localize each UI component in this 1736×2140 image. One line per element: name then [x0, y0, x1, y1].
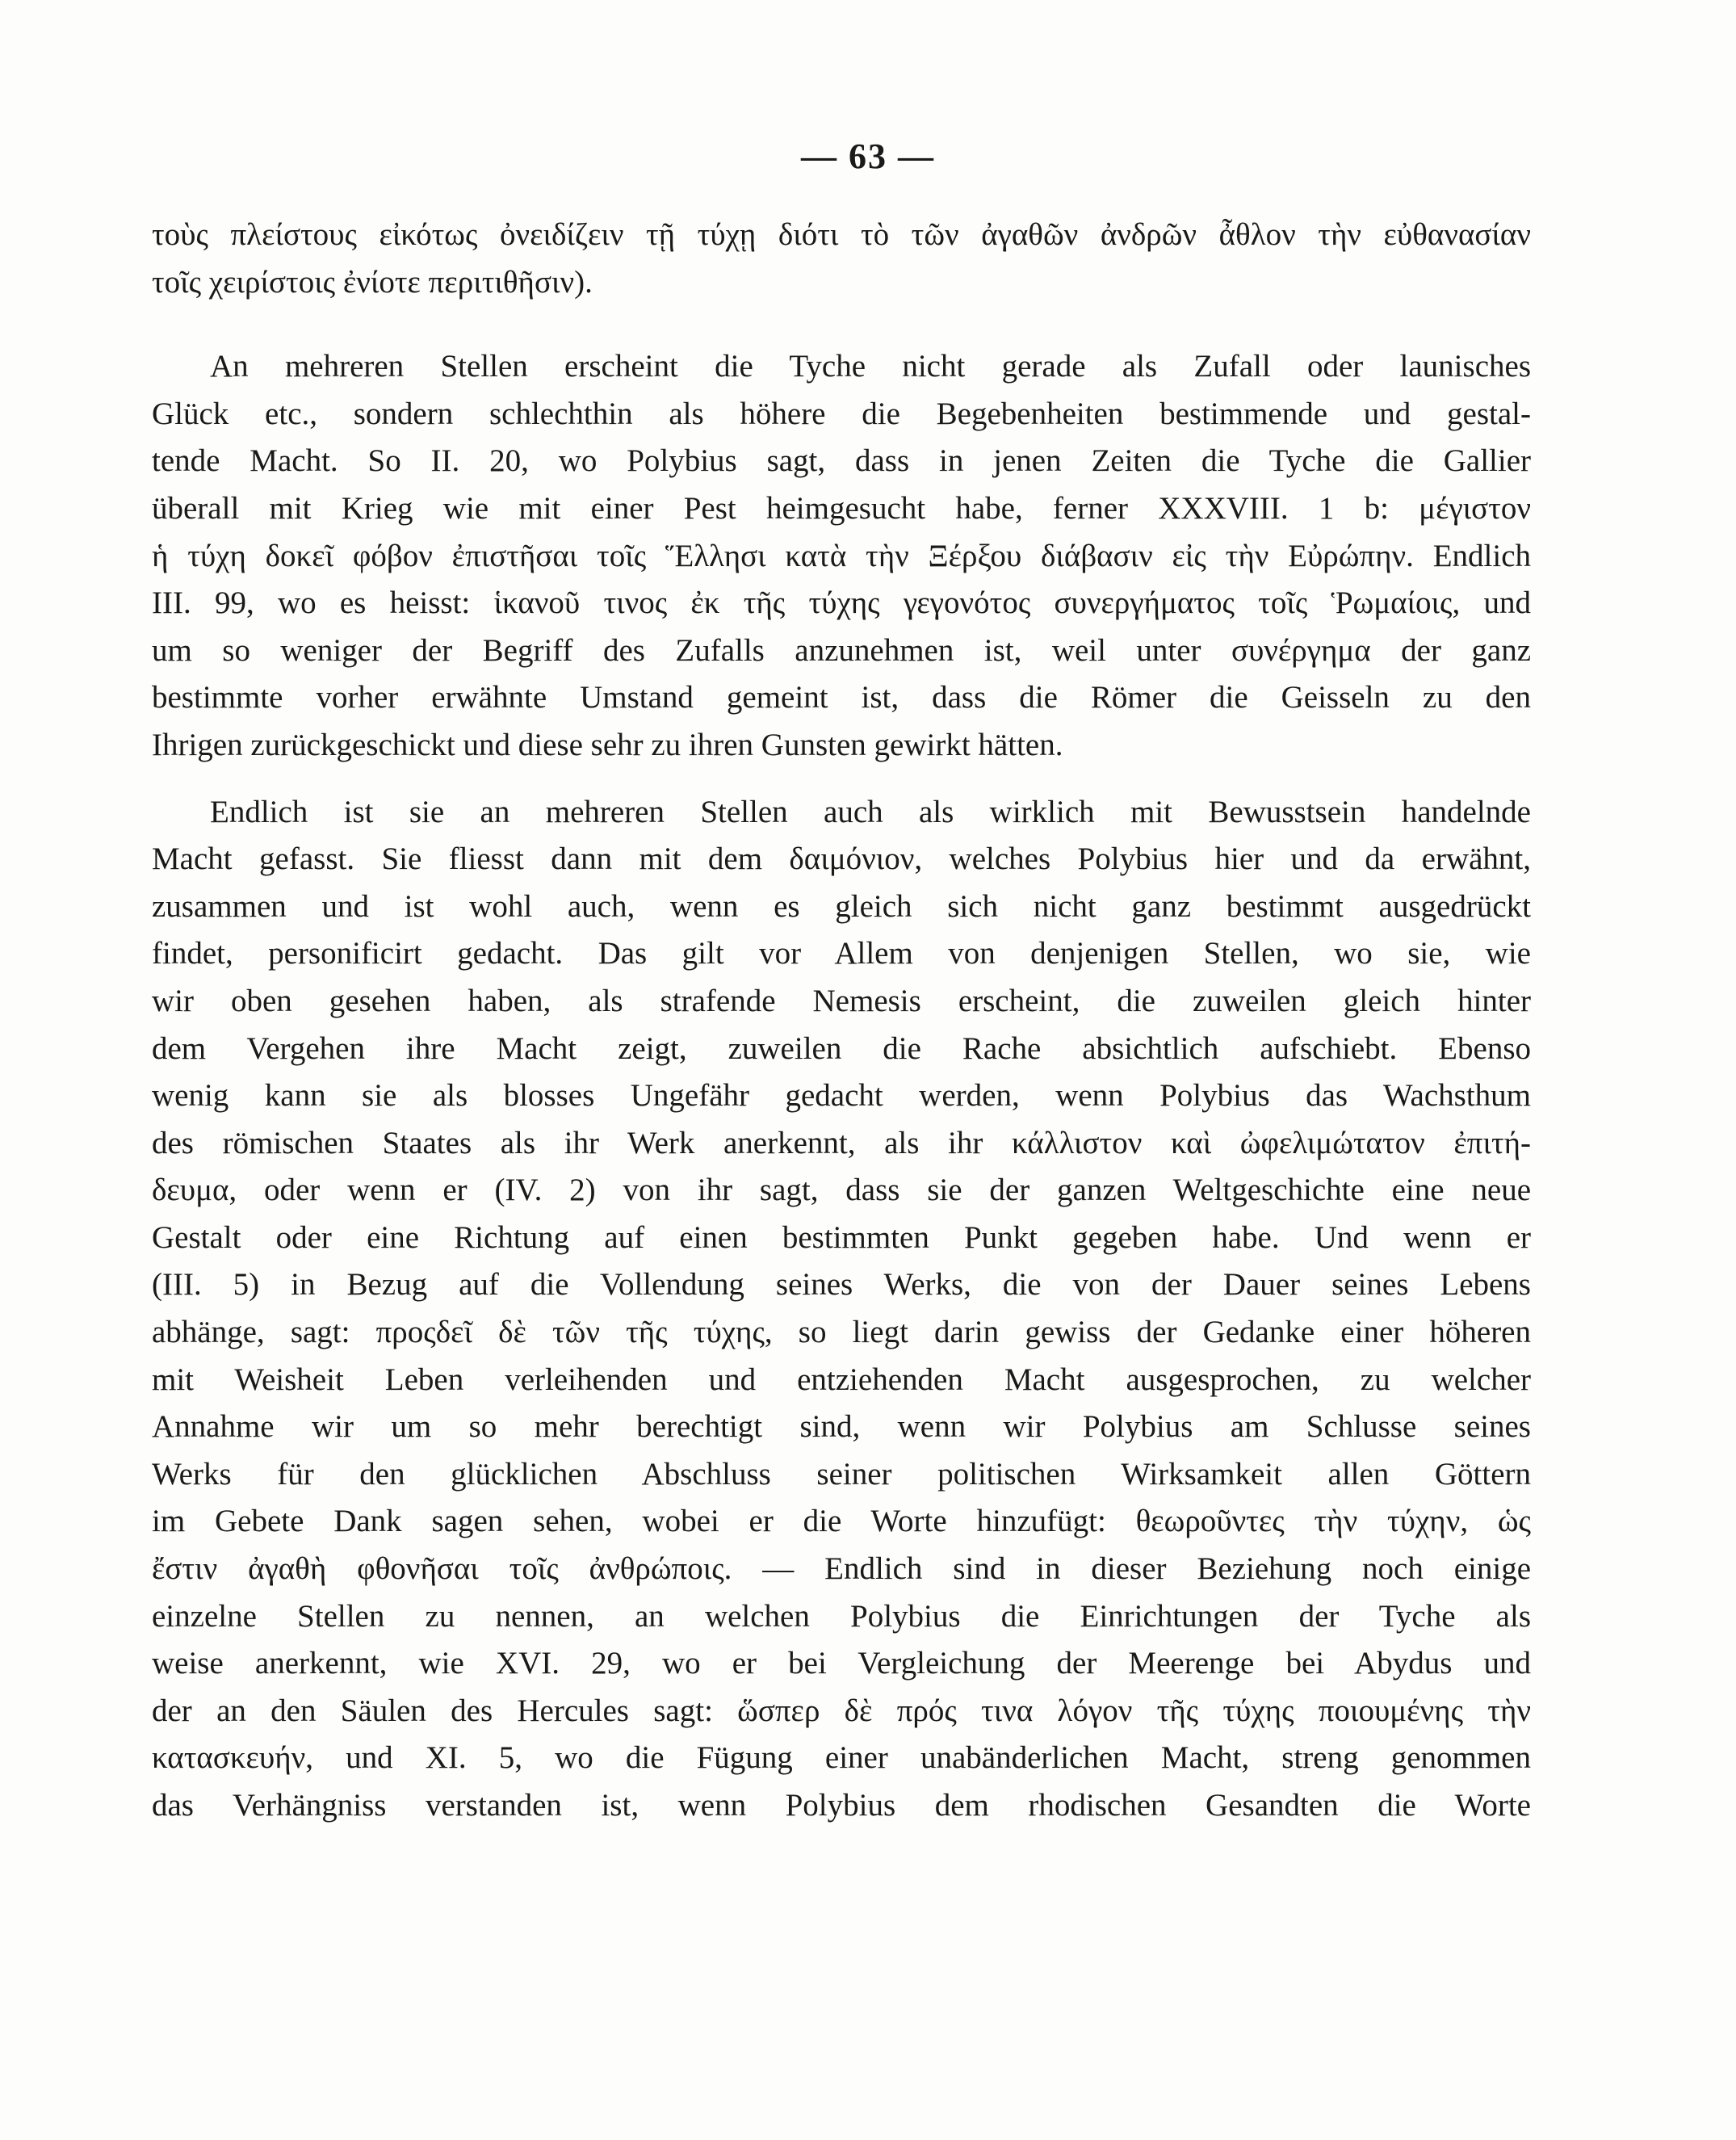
text-line: das Verhängniss verstanden ist, wenn Polybius dem rhodischen Gesandten die Worte: [152, 1788, 1531, 1823]
text-line: ἡ τύχη δοκεῖ φόβον ἐπιστῆσαι τοῖς Ἕλλησι κατὰ τὴν Ξέρξου διάβασιν εἰς τὴν Εὐρώπην. Endlich: [152, 538, 1531, 573]
text-line: einzelne Stellen zu nennen, an welchen Polybius die Einrichtungen der Tyche als: [152, 1598, 1531, 1634]
text-line: κατασκευήν, und XI. 5, wo die Fügung einer unabänderlichen Macht, streng genommen: [152, 1740, 1531, 1776]
text-line: Glück etc., sondern schlechthin als höhere die Begebenheiten bestimmende und gestal-: [152, 396, 1531, 431]
paragraph-2: [152, 343, 1531, 769]
text-line: zusammen und ist wohl auch, wenn es gleich sich nicht ganz bestimmt ausgedrückt: [152, 888, 1531, 924]
text-block: [152, 212, 1531, 1830]
text-line: Gestalt oder eine Richtung auf einen bestimmten Punkt gegeben habe. Und wenn er: [152, 1219, 1531, 1255]
text-line: τοῖς χειρίστοις ἐνίοτε περιτιθῆσιν).: [152, 264, 593, 300]
text-line: δευμα, oder wenn er (IV. 2) von ihr sagt, dass sie der ganzen Weltgeschichte eine neue: [152, 1173, 1531, 1208]
text-line: (III. 5) in Bezug auf die Vollendung seines Werks, die von der Dauer seines Lebens: [152, 1267, 1531, 1303]
text-line: weise anerkennt, wie XVI. 29, wo er bei Vergleichung der Meerenge bei Abydus und: [152, 1646, 1531, 1681]
text-line: ἔστιν ἀγαθὴ φθονῆσαι τοῖς ἀνθρώποις. — Endlich sind in dieser Beziehung noch einige: [152, 1551, 1531, 1587]
text-line: Annahme wir um so mehr berechtigt sind, wenn wir Polybius am Schlusse seines: [152, 1409, 1531, 1445]
text-line: III. 99, wo es heisst: ἱκανοῦ τινος ἐκ τῆς τύχης γεγονότος συνεργήματος τοῖς Ῥωμαίοις, und: [152, 585, 1531, 621]
paragraph-gap: [152, 306, 1531, 343]
text-line: Ihrigen zurückgeschickt und diese sehr zu ihren Gunsten gewirkt hätten.: [152, 727, 1063, 762]
text-line: Werks für den glücklichen Abschluss seiner politischen Wirksamkeit allen Göttern: [152, 1456, 1531, 1492]
text-line: mit Weisheit Leben verleihenden und entziehenden Macht ausgesprochen, zu welcher: [152, 1362, 1531, 1397]
text-line: An mehreren Stellen erscheint die Tyche nicht gerade als Zufall oder launisches: [210, 349, 1531, 384]
text-line: τοὺς πλείστους εἰκότως ὀνειδίζειν τῇ τύχῃ διότι τὸ τῶν ἀγαθῶν ἀνδρῶν ἆθλον τὴν εὐθανασίαν: [152, 217, 1531, 252]
text-line: überall mit Krieg wie mit einer Pest heimgesucht habe, ferner XXXVIII. 1 b: μέγιστον: [152, 490, 1531, 526]
text-line: findet, personificirt gedacht. Das gilt vor Allem von denjenigen Stellen, wo sie, wie: [152, 936, 1531, 971]
text-line: Macht gefasst. Sie fliesst dann mit dem δαιμόνιον, welches Polybius hier und da erwähnt,: [152, 841, 1531, 877]
paragraph-3: [152, 789, 1531, 1830]
text-line: wenig kann sie als blosses Ungefähr gedacht werden, wenn Polybius das Wachsthum: [152, 1078, 1531, 1114]
text-line: um so weniger der Begriff des Zufalls anzunehmen ist, weil unter συνέργημα der ganz: [152, 632, 1531, 668]
text-line: des römischen Staates als ihr Werk anerkennt, als ihr κάλλιστον καὶ ὠφελιμώτατον ἐπιτή-: [152, 1125, 1531, 1160]
paragraph-1: [152, 212, 1531, 306]
text-line: im Gebete Dank sagen sehen, wobei er die Worte hinzufügt: θεωροῦντες τὴν τύχην, ὡς: [152, 1504, 1531, 1539]
text-line: wir oben gesehen haben, als strafende Nemesis erscheint, die zuweilen gleich hinter: [152, 983, 1531, 1018]
text-line: dem Vergehen ihre Macht zeigt, zuweilen die Rache absichtlich aufschiebt. Ebenso: [152, 1030, 1531, 1066]
text-line: bestimmte vorher erwähnte Umstand gemeint ist, dass die Römer die Geisseln zu den: [152, 680, 1531, 715]
text-line: abhänge, sagt: προςδεῖ δὲ τῶν τῆς τύχης, so liegt darin gewiss der Gedanke einer höheren: [152, 1315, 1531, 1350]
page-number: — 63 —: [801, 136, 935, 176]
text-line: der an den Säulen des Hercules sagt: ὥσπερ δὲ πρός τινα λόγον τῆς τύχης ποιουμένης τὴν: [152, 1693, 1531, 1728]
text-line: tende Macht. So II. 20, wo Polybius sagt, dass in jenen Zeiten die Tyche die Gallier: [152, 443, 1531, 479]
paragraph-gap: [152, 770, 1531, 789]
text-line: Endlich ist sie an mehreren Stellen auch als wirklich mit Bewusstsein handelnde: [210, 794, 1531, 829]
